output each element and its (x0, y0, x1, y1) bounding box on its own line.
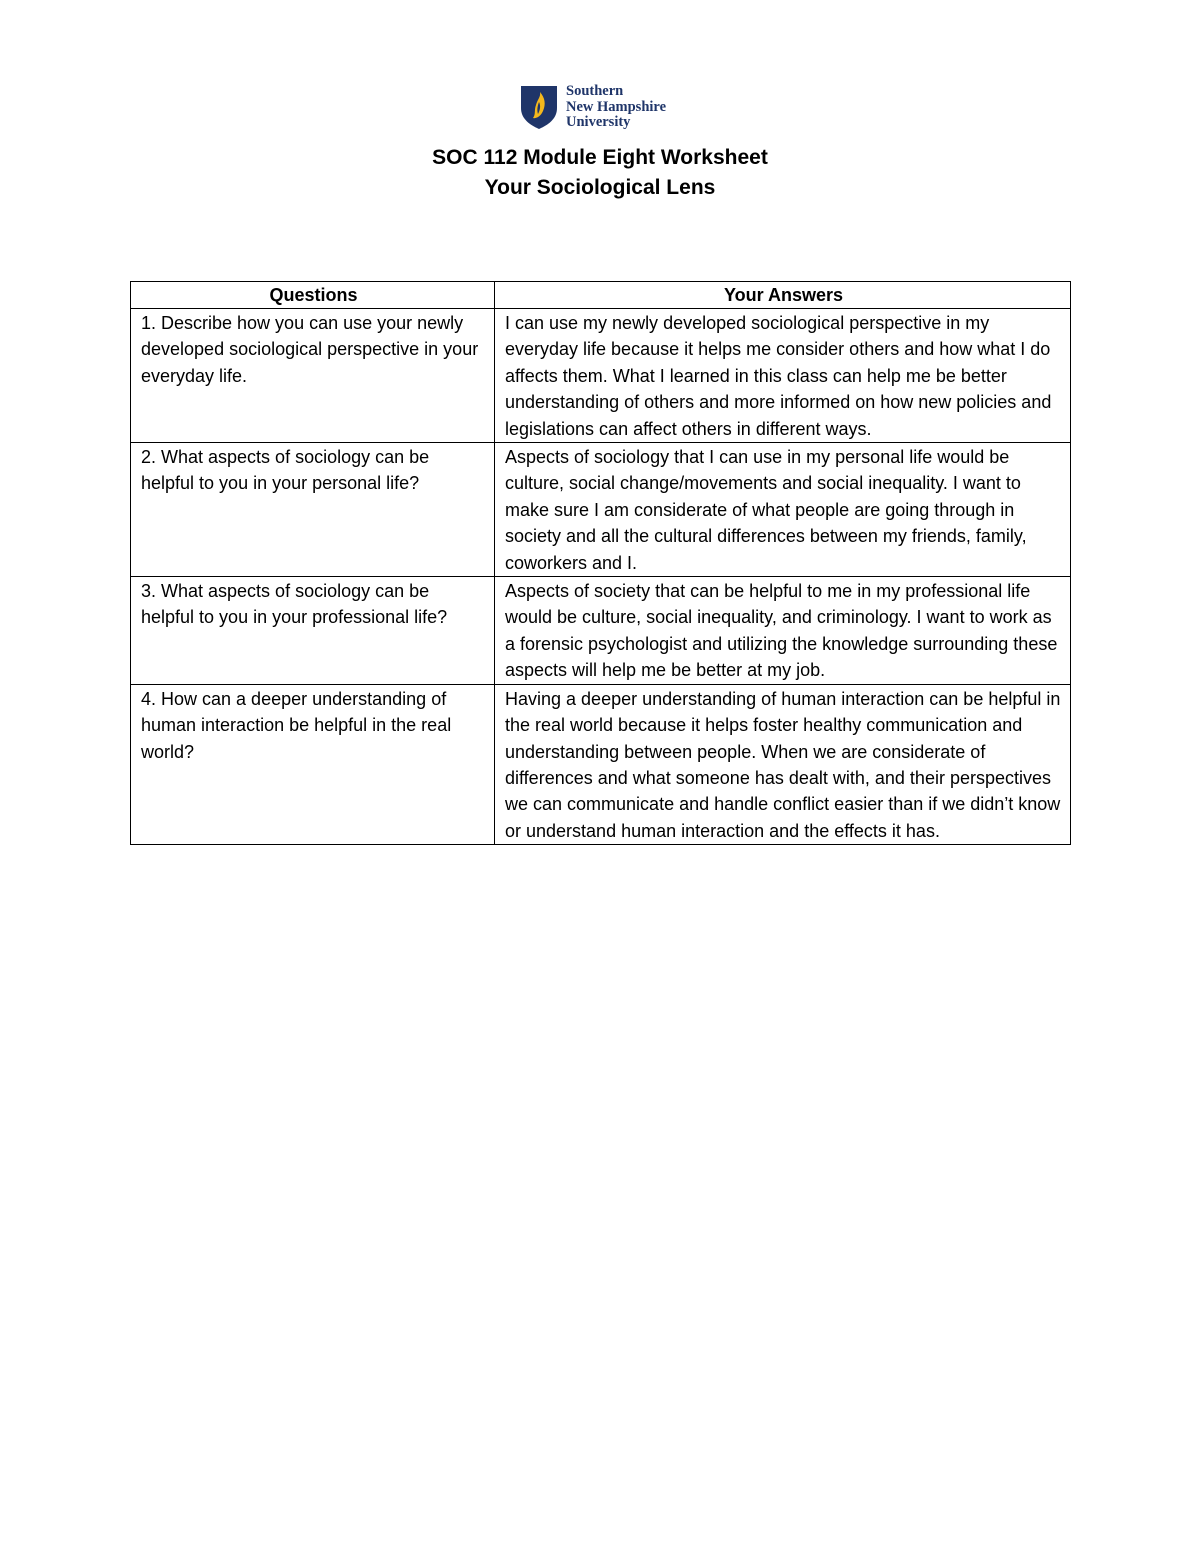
table-row (131, 443, 1071, 577)
header-answers: Your Answers (495, 282, 1071, 309)
shield-flame-icon (519, 84, 559, 130)
answer-cell: I can use my newly developed sociological perspective in my everyday life because it helps me consider others and how what I do affects them. What I learned in this class can help me be better understanding of others and more informed on how new policies and legislations can affect others in different ways. (495, 309, 1071, 443)
snhu-logo (519, 84, 666, 131)
table-header-row (131, 282, 1071, 309)
table-row (131, 309, 1071, 443)
document-subtitle: Your Sociological Lens (484, 176, 716, 199)
document-heading (0, 143, 1200, 203)
logo-wordmark (566, 84, 666, 131)
question-cell: 2. What aspects of sociology can be helpful to you in your personal life? (131, 443, 495, 577)
worksheet-table (130, 281, 1071, 845)
logo-line-3: University (566, 114, 631, 130)
document-title: SOC 112 Module Eight Worksheet (432, 146, 768, 169)
logo-line-1: Southern (566, 83, 624, 99)
answer-cell: Having a deeper understanding of human interaction can be helpful in the real world because it helps foster healthy communication and understanding between people. When we are considerate of differences and what someone has dealt with, and their perspectives we can communicate and handle conflict easier than if we didn’t know or understand human interaction and the effects it has. (495, 684, 1071, 844)
question-cell: 3. What aspects of sociology can be helpful to you in your professional life? (131, 577, 495, 685)
answer-cell: Aspects of society that can be helpful to me in my professional life would be culture, social inequality, and criminology. I want to work as a forensic psychologist and utilizing the knowledge surrounding these aspects will help me be better at my job. (495, 577, 1071, 685)
table-row (131, 577, 1071, 685)
question-cell: 4. How can a deeper understanding of human interaction be helpful in the real world? (131, 684, 495, 844)
answer-cell: Aspects of sociology that I can use in my personal life would be culture, social change/movements and social inequality. I want to make sure I am considerate of what people are going through in society and all the cultural differences between my friends, family, coworkers and I. (495, 443, 1071, 577)
table-row (131, 684, 1071, 844)
header-questions: Questions (131, 282, 495, 309)
logo-line-2: New Hampshire (566, 98, 667, 115)
question-cell: 1. Describe how you can use your newly developed sociological perspective in your everyday life. (131, 309, 495, 443)
